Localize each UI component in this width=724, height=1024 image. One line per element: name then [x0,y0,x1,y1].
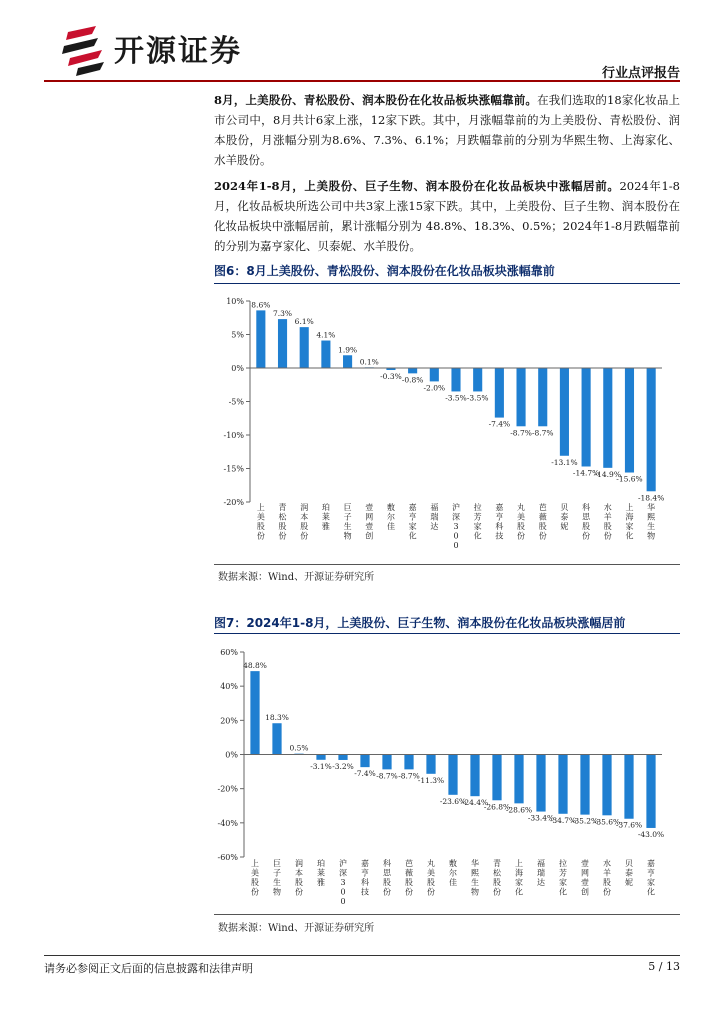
category-label-char: 份 [251,887,259,897]
category-label-char: 3 [453,522,459,531]
bar-value-label: -34.7% [549,815,577,825]
bar-value-label: -8.7% [510,428,532,438]
category-label-char: 股 [517,522,526,531]
category-label-char: 生 [343,522,352,531]
figure-7-rule [214,633,680,634]
bar [514,755,523,804]
category-label-char: 美 [517,512,526,522]
category-label-char: 尔 [449,868,457,878]
bar-value-label: -3.2% [332,761,354,771]
category-label-char: 化 [515,887,523,897]
category-label-char: 化 [473,531,482,541]
figure-6-rule [214,283,680,284]
category-label-char: 股 [405,878,413,887]
report-type: 行业点评报告 [601,66,680,81]
category-label-char: 科 [582,503,591,512]
category-label-char: 妮 [560,522,569,531]
category-label-char: 股 [295,878,303,887]
figure-7-title: 图7：2024年1-8月，上美股份、巨子生物、润本股份在化妆品板块涨幅居前 [214,616,626,630]
page-number: 5 / 13 [648,960,680,973]
bar-value-label: -28.6% [505,805,533,815]
category-label-char: 0 [340,887,346,897]
category-label-char: 家 [559,878,567,887]
bar [256,310,265,368]
category-label-char: 羊 [603,868,611,878]
category-label-char: 莱 [321,512,330,522]
bar [516,368,525,426]
bar-value-label: 1.9% [338,345,358,355]
y-tick-label: 40% [220,682,238,692]
bar-value-label: 7.3% [272,309,293,319]
bar-value-label: 0.1% [359,357,379,367]
bar [343,355,352,368]
y-tick-label: 0% [231,364,244,373]
bar [473,368,482,391]
category-label-char: 创 [581,887,589,897]
bar [360,755,369,768]
category-label-char: 福 [430,503,439,512]
category-label-char: 本 [300,512,309,522]
category-label-char: 思 [582,512,591,522]
bar [625,368,634,473]
category-label-char: 丸 [427,859,435,868]
category-label-char: 股 [603,522,612,531]
bar [448,755,457,795]
category-label-char: 份 [427,887,435,897]
category-label-char: 沪 [452,503,460,512]
category-label-char: 物 [273,887,281,897]
category-label-char: 嘉 [408,503,417,512]
category-label-char: 海 [625,512,634,522]
category-label-char: 松 [278,512,287,522]
category-label-char: 雅 [317,878,325,887]
category-label-char: 丸 [517,503,526,512]
category-label-char: 物 [471,887,479,897]
bar-value-label: -8.7% [398,771,420,781]
category-label-char: 珀 [317,859,325,868]
category-label-char: 福 [537,859,545,868]
category-label-char: 佳 [386,522,395,531]
category-label-char: 美 [256,512,265,522]
category-label-char: 芭 [538,503,547,512]
category-label-char: 股 [251,878,259,887]
category-label-char: 份 [295,887,303,897]
paragraph-august-text: 在我们选取的18家化妆品上市公司中，8月共计6家上涨，12家下跌。其中，月涨幅靠前的为上美股份、青松股份、润本股份，月涨幅分别为8.6%、7.3%、6.1%；月跌幅靠前的分别为华熙生物、上海家化、水羊股份。 [214,93,681,167]
bar [602,755,611,816]
bar-value-label: -2.0% [423,383,446,393]
category-label-char: 物 [647,531,656,541]
category-label-char: 份 [582,531,591,541]
category-label-char: 思 [383,868,391,878]
category-label-char: 股 [493,878,501,887]
bar [430,368,439,381]
bar [647,368,656,491]
bar [382,755,391,770]
category-label-char: 亨 [647,868,655,878]
category-label-char: 子 [343,512,352,522]
category-label-char: 达 [537,878,545,887]
bar-value-label: -3.5% [466,393,489,403]
category-label-char: 股 [278,522,287,531]
category-label-char: 瑞 [537,868,545,878]
category-label-char: 熙 [647,512,656,522]
y-tick-label: 0% [225,750,238,760]
category-label-char: 雅 [321,522,330,531]
category-label-char: 薇 [405,868,413,878]
report-header [44,18,680,88]
category-label-char: 敷 [449,859,457,868]
y-tick-label: 60% [220,648,238,657]
category-label-char: 青 [493,859,501,868]
bar [404,755,413,770]
paragraph-august [214,90,680,170]
category-label-char: 拉 [473,503,482,512]
figure-6-chart [214,288,680,558]
category-label-char: 家 [647,878,655,887]
category-label-char: 份 [493,887,501,897]
category-label-char: 华 [647,503,656,512]
category-label-char: 家 [408,522,417,531]
paragraph-ytd-text: 2024年1-8月，化妆品板块所选公司中共3家上涨15家下跌。其中，上美股份、巨子生物、润本股份在化妆品板块中涨幅居前，累计涨幅分别为 48.8%、18.3%、0.5%；2024年1-8月跌幅靠前的分别为嘉亨家化、贝泰妮、水羊股份。 [214,179,680,253]
figure-7-source: 数据来源：Wind、开源证券研究所 [218,923,375,934]
figure-7-chart [214,640,680,910]
bar [272,723,281,754]
figure-6-title: 图6：8月上美股份、青松股份、润本股份在化妆品板块涨幅靠前 [214,264,555,278]
category-label-char: 泰 [560,512,569,522]
bar [582,368,591,466]
category-label-char: 份 [278,531,287,541]
category-label-char: 壹 [581,859,589,868]
category-label-char: 份 [256,531,265,541]
category-label-char: 泰 [625,868,633,878]
category-label-char: 股 [383,878,391,887]
bar-value-label: -35.2% [571,816,599,826]
category-label-char: 亨 [361,868,369,878]
category-label-char: 化 [408,531,417,541]
bar [495,368,504,418]
category-label-char: 科 [495,522,504,531]
category-label-char: 壹 [365,522,374,531]
category-label-char: 3 [340,878,346,887]
category-label-char: 嘉 [647,859,655,868]
category-label-char: 技 [361,887,369,897]
category-label-char: 敷 [386,503,395,512]
category-label-char: 羊 [603,512,612,522]
category-label-char: 润 [295,859,303,868]
category-label-char: 贝 [560,503,569,512]
bar-value-label: -8.7% [531,428,554,438]
bar-value-label: -14.9% [594,469,621,479]
category-label-char: 芳 [473,512,482,522]
category-label-char: 贝 [625,859,633,868]
category-label-char: 股 [256,522,265,531]
bar-value-label: -24.4% [461,798,489,808]
bar-value-label: 8.6% [251,300,271,310]
bar [278,319,287,368]
category-label-char: 芳 [559,868,567,878]
bar [536,755,545,812]
category-label-char: 壹 [365,503,374,512]
bar-value-label: -8.7% [376,771,398,781]
y-tick-label: 20% [220,716,238,726]
bar-value-label: 6.1% [294,317,314,327]
category-label-char: 网 [581,868,589,878]
bar-value-label: -33.4% [527,813,555,823]
category-label-char: 嘉 [495,503,504,512]
bar-value-label: 0.5% [289,743,309,753]
bar-value-label: -43.0% [637,829,665,839]
bar [580,755,589,815]
bar-value-label: -7.4% [488,419,511,429]
category-label-char: 妮 [625,878,633,887]
category-label-char: 薇 [538,512,547,522]
category-label-char: 水 [603,503,612,512]
bar-value-label: -13.1% [551,457,578,467]
category-label-char: 0 [453,541,459,550]
category-label-char: 海 [515,868,523,878]
figure-7-bottom-rule [214,914,680,915]
category-label-char: 网 [365,512,374,522]
category-label-char: 美 [251,868,259,878]
category-label-char: 份 [538,531,547,541]
category-label-char: 0 [340,897,346,906]
bar [451,368,460,391]
category-label-char: 股 [538,522,547,531]
category-label-char: 份 [405,887,413,897]
category-label-char: 上 [515,859,523,868]
y-tick-label: -60% [217,853,238,862]
category-label-char: 创 [365,531,374,541]
category-label-char: 生 [273,878,281,887]
bar-value-label: 4.1% [316,330,336,340]
category-label-char: 华 [471,859,479,868]
category-label-char: 亨 [408,512,417,522]
category-label-char: 佳 [449,878,457,887]
category-label-char: 上 [625,503,634,512]
category-label-char: 深 [339,868,347,878]
bar [560,368,569,456]
category-label-char: 润 [300,503,309,512]
bar [603,368,612,468]
bar-value-label: -7.4% [354,769,376,779]
category-label-char: 股 [582,522,591,531]
category-label-char: 化 [625,531,634,541]
paragraph-ytd [214,176,680,256]
category-label-char: 化 [559,887,567,897]
category-label-char: 股 [300,522,309,531]
footer-disclaimer: 请务必参阅正文后面的信息披露和法律声明 [44,962,253,975]
paragraph-ytd-lead: 2024年1-8月，上美股份、巨子生物、润本股份在化妆品板块中涨幅居前。 [214,179,620,193]
bar [492,755,501,801]
bar-value-label: -3.1% [310,761,332,771]
bar [538,368,547,426]
category-label-char: 股 [427,878,435,887]
category-label-char: 瑞 [430,512,439,522]
bar-value-label: 18.3% [265,713,289,723]
y-tick-label: -20% [217,784,238,794]
category-label-char: 化 [647,887,655,897]
category-label-char: 上 [256,503,265,512]
header-divider [44,80,680,82]
category-label-char: 家 [473,522,482,531]
bar-value-label: -18.4% [637,493,665,503]
y-tick-label: -15% [223,464,244,474]
category-label-char: 尔 [386,512,395,522]
category-label-char: 壹 [581,878,589,887]
figure-6-bottom-rule [214,564,680,565]
bar-value-label: -15.6% [616,474,643,484]
category-label-char: 美 [427,868,435,878]
bar [250,671,259,754]
bar-value-label: -35.6% [593,817,621,827]
category-label-char: 亨 [495,512,504,522]
bar-value-label: -11.3% [417,775,445,785]
bar-value-label: -14.7% [572,468,600,478]
category-label-char: 莱 [317,868,325,878]
y-tick-label: 10% [226,297,244,306]
category-label-char: 巨 [273,859,281,868]
category-label-char: 份 [603,531,612,541]
bar [300,327,309,368]
bar [426,755,435,774]
category-label-char: 科 [361,878,369,887]
bar-value-label: -26.8% [483,802,511,812]
category-label-char: 生 [471,878,479,887]
y-tick-label: 5% [231,330,244,340]
company-name: 开源证券 [114,34,242,69]
bar [624,755,633,819]
category-label-char: 上 [251,859,259,868]
company-logo-icon [58,24,108,78]
paragraph-august-lead: 8月，上美股份、青松股份、润本股份在化妆品板块涨幅靠前。 [214,93,538,107]
bar-value-label: 48.8% [243,661,267,671]
bar-value-label: -0.3% [380,372,402,382]
category-label-char: 份 [383,887,391,897]
category-label-char: 深 [452,512,460,522]
bar [338,755,347,760]
footer-divider [44,955,680,956]
bar-value-label: -37.6% [615,820,643,830]
category-label-char: 生 [647,522,656,531]
category-label-char: 份 [517,531,526,541]
category-label-char: 科 [383,859,391,868]
category-label-char: 松 [493,868,501,878]
category-label-char: 巨 [343,503,352,512]
y-tick-label: -10% [223,431,244,440]
category-label-char: 子 [273,868,281,878]
category-label-char: 技 [495,531,504,541]
bar-value-label: -3.5% [445,393,467,403]
category-label-char: 水 [603,859,611,868]
category-label-char: 份 [300,531,309,541]
y-tick-label: -5% [228,397,244,407]
bar [470,755,479,797]
figure-6-source: 数据来源：Wind、开源证券研究所 [218,572,375,583]
category-label-char: 股 [603,878,611,887]
bar [316,755,325,760]
category-label-char: 芭 [405,859,413,868]
bar-value-label: -23.6% [439,796,467,806]
bar [558,755,567,814]
bar-value-label: -0.8% [401,375,424,385]
category-label-char: 嘉 [361,859,369,868]
bar [321,341,330,368]
category-label-char: 珀 [321,503,330,512]
category-label-char: 熙 [471,868,479,878]
category-label-char: 家 [515,878,523,887]
category-label-char: 物 [343,531,352,541]
bar [646,755,655,828]
category-label-char: 达 [430,522,439,531]
category-label-char: 份 [603,887,611,897]
category-label-char: 家 [625,522,634,531]
category-label-char: 青 [278,503,287,512]
category-label-char: 0 [453,531,459,541]
y-tick-label: -20% [223,498,244,507]
bar [408,368,417,373]
y-tick-label: -40% [217,818,238,828]
category-label-char: 拉 [559,859,567,868]
category-label-char: 本 [295,868,303,878]
category-label-char: 沪 [339,859,347,868]
